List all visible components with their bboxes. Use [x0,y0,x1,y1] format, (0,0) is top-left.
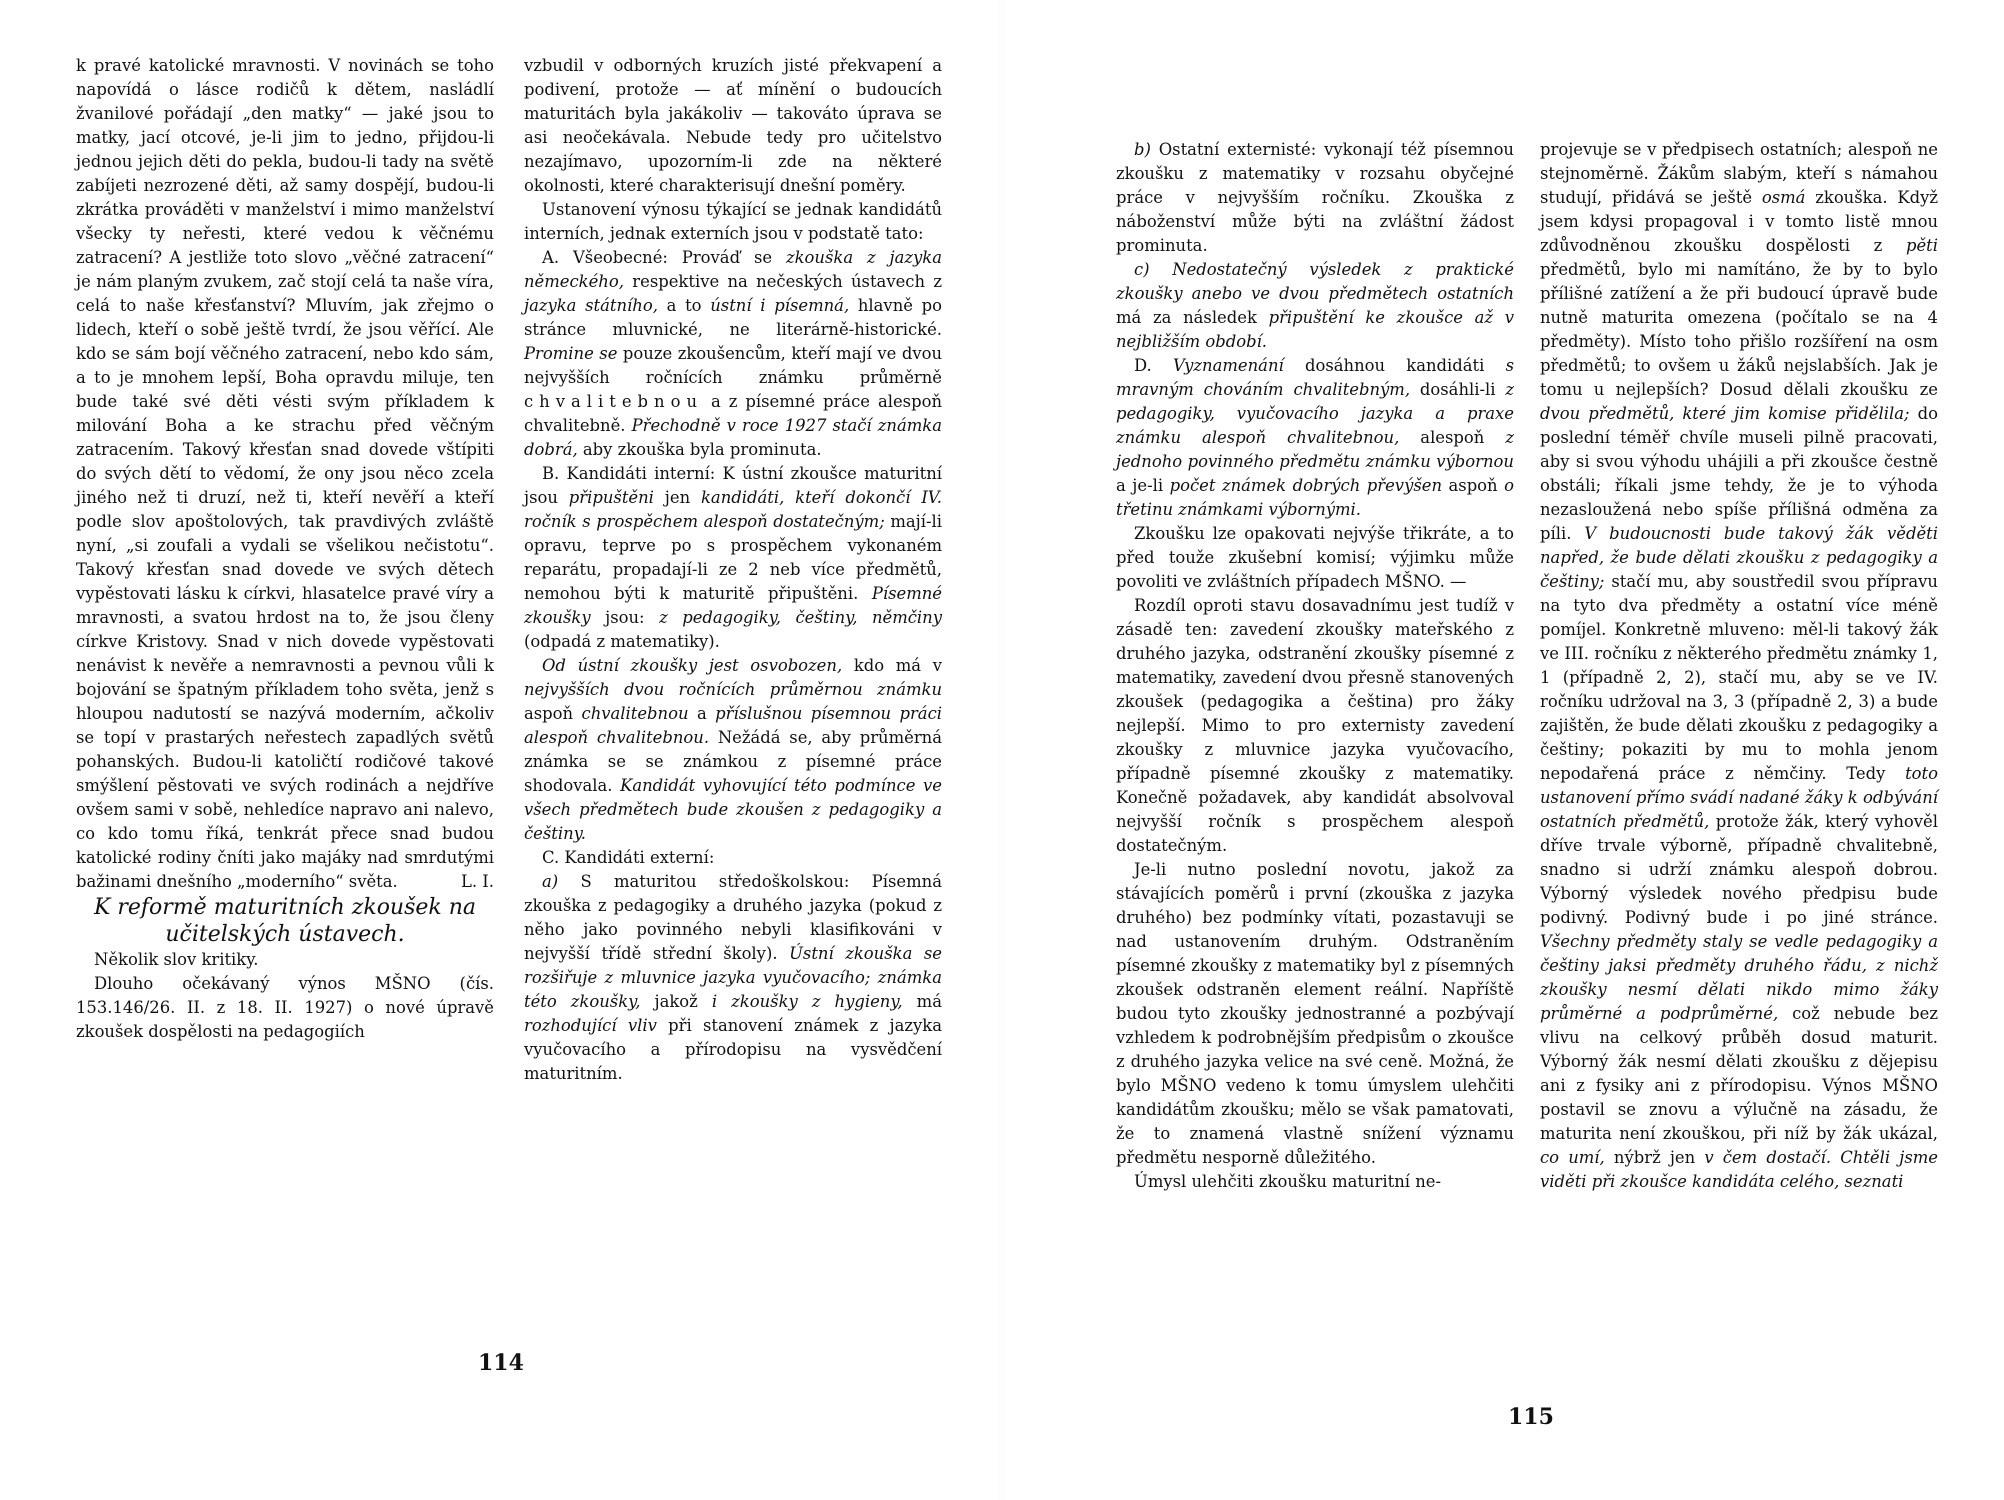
section-c-external: C. Kandidáti externí: [542,848,715,867]
body-text: k pravé katolické mravnosti. V novinách se toho napovídá o lásce rodičů k dětem, nasládlí žvanilové pořádají „den matky“ — jaké jsou to matky, jací otcové, je-li jim to jedno, přijdou-li jednou jejich děti do pekla, budou-li tady na světě zabíjeti nezrozené děti, až samy dospějí, budou-li zkrátka prováděti v manželství i mimo manželství všecky ty neřesti, které vedou k věčnému zatracení? A jestliže toto slovo „věčné zatracení“ je nám planým zvukem, zač stojí celá ta naše víra, celá to naše křesťanství? Mluvím, jak zřejmo o lidech, kteří o sobě ještě tvrdí, že jsou věřící. Ale kdo se sám bojí věčného zatracení, nebo kdo sám, a to je mnohem lepší, Boha opravdu miluje, ten bude také své děti vésti svým příkladem k milování Boha a ke strachu před věčným zatracením. Takový křesťan snad dovede vštípiti do svých dětí to vědomí, že ony jsou něco zcela jiného než ti druzí, než ti, kteří nevěří a kteří podle slov apoštolových, tak pravdivých zvláště nyní, „si zoufali a vydali se všelikou nečistotu“. Takový křesťan snad dovede ve svých dětech vypěstovati lásku k církvi, hlasatelce pravé víry a mravnosti, a svatou hrdost na to, že jsou členy církve Kristovy. Snad v nich dovede vypěstovati nenávist k nevěře a nemravnosti a pevnou vůli k bojování se špatným příkladem toho světa, jenž s hloupou nadutostí se nazývá moderním, ačkoliv se topí v prastarých neřestech zapadlých světů pohanských. Budou-li katoličtí rodičové takové smýšlení pěstovati ve svých rodinách a nejdříve ovšem sami v sobě, nehledíce napravo ani nalevo, co kdo tomu říká, tenkrát přece snad budou katolické rodiny čníti jako majáky nad smrdutými bažinami dnešního „moderního“ světa. [76,56,494,891]
paragraph: Je-li nutno poslední novotu, jakož za stávajících poměrů i první (zkouška z jazyka druhého) bez podmínky vítati, pozastavuji se nad ustanovením druhým. Odstraněním písemné zkoušky z matematiky byl z písemných zkoušek odstraněn element reální. Napříště budou tyto zkoušky jednostranné a pozbývají vzhledem k podrobnějším předpisům o zkoušce z druhého jazyka velice na své ceně. Možná, že bylo MŠNO vedeno k tomu úmyslem ulehčiti kandidátům zkoušku; mělo se však pamatovati, že to znamená vlastně snížení významu předmětu nesporně důležitého. [1116,860,1514,1167]
paragraph: Úmysl ulehčiti zkoušku maturitní ne- [1134,1172,1442,1191]
left-page-column-2 [524,54,942,1086]
right-page-column-1 [1116,138,1514,1194]
article-subheading: Několik slov kritiky. [94,950,259,969]
exemption-paragraph: Od ústní zkoušky jest osvobozen, kdo má v nejvyšších dvou ročnících průměrnou známku aspoň chvalitebnou a příslušnou písemnou práci alespoň chvalitebnou. Nežádá se, aby průměrná známka se se známkou z písemné práce shodovala. Kandidát vyhovující této podmínce ve všech předmětech bude zkoušen z pedagogiky a češtiny. [524,656,943,843]
section-d-honors: D. Vyznamenání dosáhnou kandidáti s mravným chováním chvalitebným, dosáhli-li z pedagogiky, vyučovacího jazyka a praxe známku alespoň chvalitebnou, alespoň z jednoho povinného předmětu známku výbornou a je-li počet známek dobrých převýšen aspoň o třetinu známkami výbornými. [1116,356,1514,519]
paragraph: Ustanovení výnosu týkající se jednak kandidátů interních, jednak externích jsou v podstatě tato: [524,200,942,243]
paragraph: Rozdíl oproti stavu dosavadnímu jest tudíž v zásadě ten: zavedení zkoušky mateřského z druhého jazyka, odstranění zkoušky písemné z matematiky, zavedení dvou přesně stanovených zkoušek (pedagogika a čeština) pro žáky nejlepší. Mimo to pro externisty zavedení zkoušky z mluvnice jazyka vyučovacího, případně písemné zkoušky z matematiky. Konečně požadavek, aby kandidát absolvoval nejvyšší ročník s prospěchem alespoň dostatečným. [1116,596,1514,855]
right-page [1002,0,2004,1500]
paragraph: projevuje se v předpisech ostatních; alespoň ne stejnoměrně. Žákům slabým, kteří s námahou studují, přidává se ještě osmá zkouška. Když jsem kdysi propagoval i v tomto listě mnou zdůvodněnou zkoušku dospělosti z pěti předmětů, bylo mi namítáno, že by to bylo přílišné zatížení a že při budoucí úpravě bude nutně maturita omezena (počítalo se na 4 předměty). Místo toho přišlo rozšíření na osm předmětů; to ovšem u žáků nejslabších. Jak je tomu u nejlepších? Dosud dělali zkoušku ze dvou předmětů, které jim komise přidělila; do poslední téměř chvíle museli pilně pracovati, aby si svou výhodu uhájili a při zkoušce čestně obstáli; říkali jsme tehdy, že je to výhoda nezasloužená nebo spíše přílišná odměna za píli. V budoucnosti bude takový žák věděti napřed, že bude dělati zkoušku z pedagogiky a češtiny; stačí mu, aby soustředil svou přípravu na tyto dva předměty a ostatní více méně pomíjel. Konkretně mluveno: měl-li takový žák ve III. ročníku z některého předmětu známky 1, 1 (případně 2, 2), stačí mu, aby se ve IV. ročníku udržoval na 3, 3 (případně 2, 3) a bude zajištěn, že bude dělati zkoušku z pedagogiky a češtiny; pokaziti by mu to mohla jenom nepodařená práce z němčiny. Tedy toto ustanovení přímo svádí nadané žáky k odbývání ostatních předmětů, protože žák, který vyhověl dříve trvale výborně, případně chvalitebně, snadno si udrží známku alespoň dobrou. Výborný výsledek nového předpisu bude podivný. Podivný bude i po jiné stránce. Všechny předměty staly se vedle pedagogiky a češtiny jaksi předměty druhého řádu, z nichž zkoušky nesmí dělati nikdo mimo žáky průměrné a podprůměrné, což nebude bez vlivu na celkový průběh dosud maturit. Výborný žák nesmí dělati zkoušku z dějepisu ani z fysiky ani z přírodopisu. Výnos MŠNO postavil se znovu a výlučně na zásadu, že maturita není zkouškou, při níž by žák ukázal, co umí, nýbrž jen v čem dostačí. Chtěli jsme viděti při zkoušce kandidáta celého, seznati [1540,140,1939,1191]
page-number: 115 [1508,1404,1554,1430]
section-c-b: b) Ostatní externisté: vykonají též písemnou zkoušku z matematiky v rozsahu obyčejné práce v nejvyšším ročníku. Zkouška z náboženství může býti na zvláštní žádost prominuta. [1116,140,1514,255]
section-c-c: c) Nedostatečný výsledek z praktické zkoušky anebo ve dvou předmětech ostatních má za následek připuštění ke zkoušce až v nejbližším období. [1116,260,1514,351]
paragraph: Zkoušku lze opakovati nejvýše třikráte, a to před touže zkušební komisí; výjimku může povoliti ve zvláštních případech MŠNO. — [1116,524,1514,591]
page-number: 114 [478,1350,524,1376]
section-a-general: A. Všeobecné: Prováď se zkouška z jazyka německého, respektive na nečeských ústavech z jazyka státního, a to ústní i písemná, hlavně po stránce mluvnické, ne literárně-historické. Promine se pouze zkoušencům, kteří mají ve dvou nejvyšších ročnících známku průměrně chvalitebnou a z písemné práce alespoň chvalitebně. Přechodně v roce 1927 stačí známka dobrá, aby zkouška byla prominuta. [524,248,943,459]
left-page-column-1 [76,54,494,1044]
right-page-column-2 [1540,138,1938,1194]
section-b-internal: B. Kandidáti interní: K ústní zkoušce maturitní jsou připuštěni jen kandidáti, kteří dokončí IV. ročník s prospěchem alespoň dostatečným; mají-li opravu, teprve po s prospěchem vykonaném reparátu, propadají-li ze 2 neb více předmětů, nemohou býti k maturitě připuštěni. Písemné zkoušky jsou: z pedagogiky, češtiny, němčiny (odpadá z matematiky). [524,464,942,651]
section-c-a: a) S maturitou středoškolskou: Písemná zkouška z pedagogiky a druhého jazyka (pokud z něho jako povinného nebyli klasifikováni v nejvyšší třídě střední školy). Ústní zkouška se rozšiřuje z mluvnice jazyka vyučovacího; známka této zkoušky, jakož i zkoušky z hygieny, má rozhodující vliv při stanovení známek z jazyka vyučovacího a přírodopisu na vysvědčení maturitním. [524,872,943,1083]
article-heading: K reformě maturitních zkoušek na učitelských ústavech. [93,895,477,947]
paragraph: Dlouho očekávaný výnos MŠNO (čís. 153.146/26. II. z 18. II. 1927) o nové úpravě zkoušek dospělosti na pedagogiích [76,974,494,1041]
paragraph: vzbudil v odborných kruzích jisté překvapení a podivení, protože — ať mínění o budoucích maturitách byla jakákoliv — takováto úprava se asi neočekávala. Nebude tedy pro učitelstvo nezajímavo, upozorním-li zde na některé okolnosti, které charakterisují dnešní poměry. [524,56,942,195]
author-signature: L. I. [461,872,494,891]
paragraph [76,54,494,894]
